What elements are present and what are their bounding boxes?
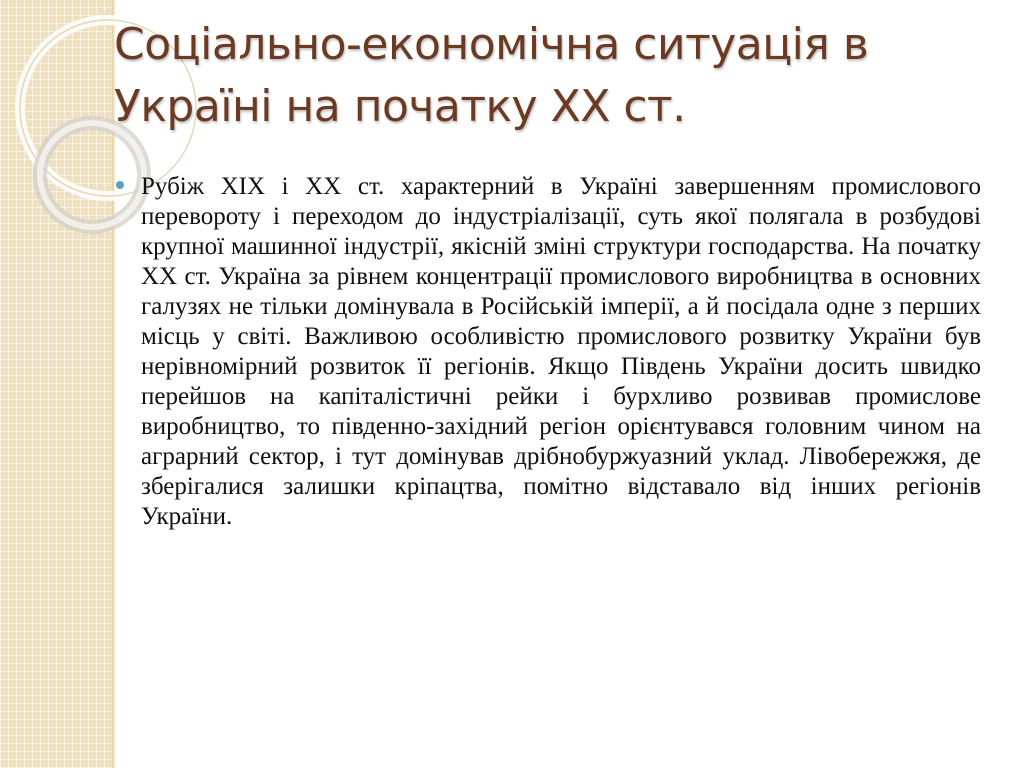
slide-title: Соціально-економічна ситуація в Україні на початку XX ст. <box>114 19 869 132</box>
slide-content <box>116 172 981 532</box>
decorative-side-panel <box>0 0 112 768</box>
bullet-item <box>116 172 981 532</box>
bullet-text: Рубіж XIX і XX ст. характерний в Україні завершенням промислового перевороту і переходом до індустріалізації, суть якої полягала в розбудові крупної машинної індустрії, якісній зміні структури господарства. На початку XX ст. Україна за рівнем концентрації промислового виробництва в основних галузях не тільки домінувала в Російській імперії, а й посідала одне з перших місць у світі. Важливою особливістю промислового розвитку України був нерівномірний розвиток її регіонів. Якщо Південь України досить швидко перейшов на капіталістичні рейки і бурхливо розвивав промислове виробництво, то південно-західний регіон орієнтувався головним чином на аграрний сектор, і тут домінував дрібнобуржуазний уклад. Лівобережжя, де зберігалися залишки кріпацтва, помітно відставало від інших регіонів України. <box>141 173 981 530</box>
bullet-dot-icon <box>116 181 124 189</box>
